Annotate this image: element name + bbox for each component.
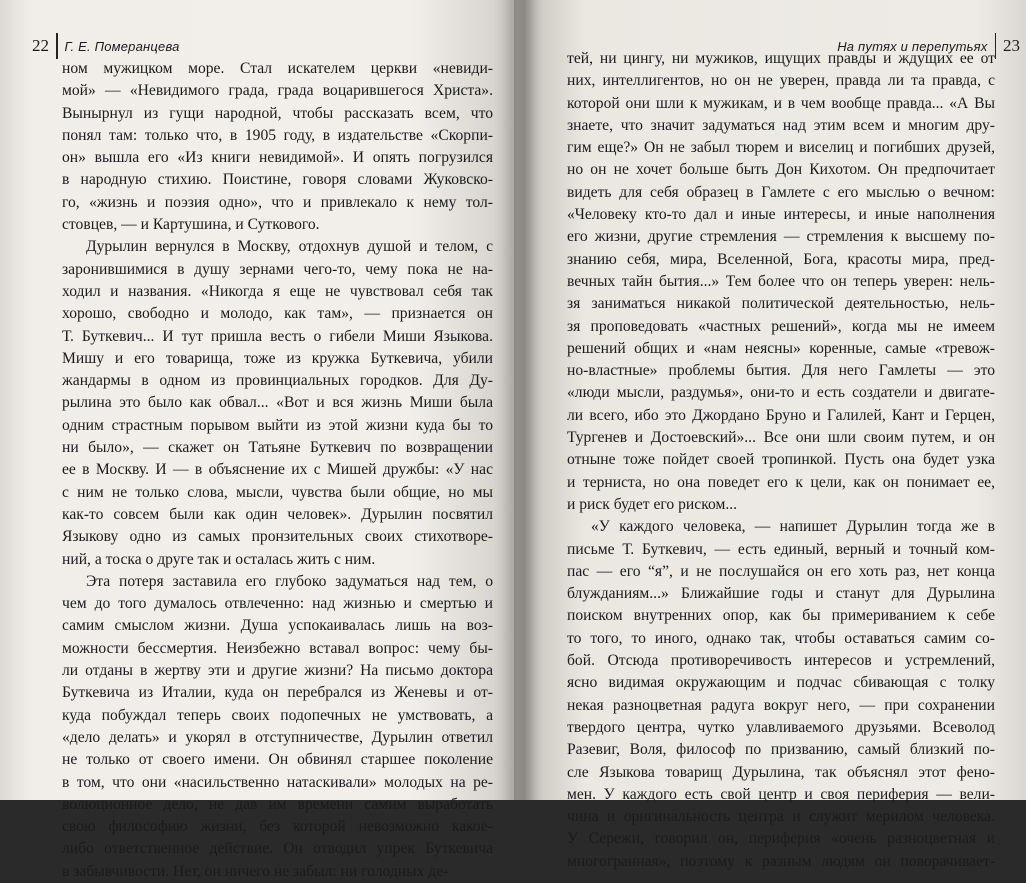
- text-line: «дело делать» и укорял в отступничестве, Дурылин ответил: [62, 728, 493, 746]
- text-line: в народную стихию. Поистине, говоря словами Жуковско-: [62, 171, 493, 189]
- text-line: как-то совсем были как один человек». Дурылин посвятил: [62, 505, 493, 523]
- text-line: можности бессмертия. Неизбежно вставал вопрос: чему бы-: [62, 639, 493, 657]
- text-line: и терниста, но она поведет его к цели, как он понимает ее,: [567, 473, 995, 491]
- text-line: тей, ни цингу, ни мужиков, ищущих правды и ждущих ее от: [567, 50, 995, 67]
- text-line: его жизни, другие стремления — стремления к высшему по-: [567, 228, 995, 246]
- text-line: письме Т. Буткевич, — есть единый, верный и точный ком-: [567, 540, 995, 558]
- text-line: Разевиг, Воля, философ по призванию, самый близкий по-: [567, 741, 995, 759]
- text-line: «люди мысли, раздумья», они-то и есть создатели и двигате-: [567, 384, 995, 402]
- text-line: ни было», — скажет он Татьяне Буткевич по возвращении: [62, 439, 493, 457]
- text-line: понял там: только что, в 1905 году, в издательстве «Скорпи-: [62, 126, 493, 144]
- text-line: знанию себя, мира, Вселенной, Бога, красоты мира, пред-: [567, 250, 995, 268]
- text-line: пас — его “я”, и не послушайся он его хоть раз, нет конца: [567, 562, 995, 580]
- text-line: ли всего, ибо это Джордано Бруно и Галилей, Кант и Герцен,: [567, 406, 995, 424]
- text-line: мой» — «Невидимого града, града воцарившегося Христа».: [62, 82, 493, 100]
- text-line: сле Языкова товарищ Дурылина, так объяснял этот фено-: [567, 763, 995, 781]
- text-line: Вынырнул из гущи народной, чтобы рассказать всем, что: [62, 104, 493, 122]
- text-line: ходил и названия. «Никогда я еще не чувствовал себя так: [62, 282, 493, 300]
- text-line: заронившимися в душу зернами чего-то, чему пока не на-: [62, 260, 493, 278]
- right-running-head: На путях и перепутьях: [837, 38, 988, 54]
- text-line: он» вышла его «Из книги невидимой». И опять погрузился: [62, 149, 493, 167]
- text-line: мен. У каждого есть свой центр и своя периферия — вели-: [567, 785, 995, 803]
- text-line: ясно видимая окружающим и подчас сбивающая с толку: [567, 674, 995, 692]
- left-running-head: Г. Е. Померанцева: [64, 38, 180, 54]
- text-line: них, интеллигентов, но он не уверен, правда ли та правда, с: [567, 72, 995, 90]
- text-line: рылина это было как обвал... «Вот и вся жизнь Миши была: [62, 394, 493, 412]
- text-line: в забывчивости. Нет, он ничего не забыл: ни голодных де-: [62, 862, 449, 880]
- text-line: Языкову одно из самых пронзительных своих стихотворе-: [62, 528, 493, 546]
- text-line: зя проповедовать «частных решений», когда мы не имеем: [567, 317, 995, 335]
- text-line: зя заниматься никакой политической деятельностью, нель-: [567, 295, 995, 313]
- text-line: решений общих и «нам неясны» коренные, самые «тревож-: [567, 339, 995, 357]
- text-line: самим смыслом жизни. Душа успокаивалась лишь на воз-: [62, 617, 493, 635]
- left-page: [0, 0, 514, 880]
- header-divider: [56, 33, 58, 59]
- text-line: то того, то иного, однако так, чтобы оставаться самим со-: [567, 629, 995, 647]
- text-line: хорошо, свободно и молодо, как там», — признается он: [62, 305, 493, 323]
- text-line: знаете, что значит задуматься над этим всем и многим дру-: [567, 116, 995, 134]
- right-page-number: 23: [1003, 36, 1020, 55]
- text-line: куда побуждал теперь своих подопечных не умствовать, а: [62, 706, 493, 724]
- text-line: вечных тайн бытия...» Тем более что он теперь уверен: нель-: [567, 272, 995, 290]
- text-line: У Сережи, говорил он, периферия «очень разноцветная и: [567, 830, 995, 848]
- left-running-header: [32, 33, 180, 59]
- text-line: бой. Отсюда противоречивость интересов и устремлений,: [567, 652, 995, 670]
- left-page-number: 22: [32, 36, 49, 55]
- text-line: одним страстным порывом выйти из этой жизни куда бы то: [62, 416, 493, 434]
- text-line: поиском внутренних опор, как бы примериванием к себе: [567, 607, 995, 625]
- text-line: но-властные» проблемы бытия. Для него Гамлеты — это: [567, 362, 995, 380]
- text-line: Т. Буткевич... И тут пришла весть о гибели Миши Языкова.: [62, 327, 493, 345]
- text-line: ном мужицком море. Стал искателем церкви «невиди-: [62, 60, 493, 77]
- right-page-body: [567, 48, 995, 873]
- text-line: Эта потеря заставила его глубоко задуматься над тем, о: [86, 572, 493, 590]
- text-line: ее в Москву. И — в объяснение их с Мишей дружбы: «У нас: [62, 461, 493, 479]
- text-line: чина и оригинальность центра и служит мерилом человека.: [567, 808, 995, 826]
- text-line: Буткевича из Италии, куда он перебрался из Женевы и от-: [62, 684, 493, 702]
- text-line: волюционное дело, не дав им времени самим выработать: [62, 795, 493, 813]
- left-page-body: [62, 58, 493, 883]
- text-line: «Человеку кто-то дал и иные интересы, и иные наполнения: [567, 206, 995, 224]
- text-line: либо ответственное действие. Он отводил упрек Буткевича: [62, 840, 493, 858]
- text-line: не только от своего имени. Он обвинял старшее поколение: [62, 751, 493, 769]
- text-line: отныне тоже пойдет своей тропинкой. Пусть она будет узка: [567, 451, 995, 469]
- text-line: стовцев, — и Картушина, и Суткового.: [62, 216, 320, 234]
- text-line: но он не хочет больше быть Дон Кихотом. Он предпочитает: [567, 161, 995, 179]
- text-line: чем до того думалось отвлеченно: над жизнью и смертью и: [62, 595, 493, 613]
- text-line: и риск будет его риском...: [567, 495, 738, 513]
- text-line: го, «жизнь и поэзия одно», что и привлекало к нему тол-: [62, 193, 493, 211]
- text-line: Мишу и его товарища, тоже из кружка Буткевича, убили: [62, 349, 493, 367]
- text-line: свою философию жизни, без которой невозможно какое-: [62, 818, 493, 836]
- text-line: некая разноцветная радуга вокруг него, — при сохранении: [567, 696, 995, 714]
- text-line: гим еще?» Он не забыл тюрем и виселиц и погибших друзей,: [567, 139, 995, 157]
- text-line: блужданиям...» Ближайшие годы и станут для Дурылина: [567, 585, 995, 603]
- text-line: в том, что они «насильственно натаскивали» молодых на ре-: [62, 773, 493, 791]
- text-line: ли отданы в жертву эти и другие жизни? На письмо доктора: [62, 662, 493, 680]
- text-line: которой они шли к мужикам, и в чем вообще правда... «А Вы: [567, 94, 995, 112]
- text-line: с ним не только слова, мысли, чувства были общие, но мы: [62, 483, 493, 501]
- text-line: многогранная», поэтому к разным людям он поворачивает-: [567, 852, 995, 870]
- text-line: ний, а тоска о друге так и осталась жить с ним.: [62, 550, 376, 568]
- text-line: Дурылин вернулся в Москву, отдохнув душой и телом, с: [86, 238, 493, 256]
- text-line: видеть для себя образец в Гамлете с его мыслью о вечном:: [567, 183, 995, 201]
- text-line: жандармы в одном из провинциальных городков. Для Ду-: [62, 372, 493, 390]
- text-line: «У каждого человека, — напишет Дурылин тогда же в: [591, 518, 995, 536]
- text-line: Тургенев и Достоевский»... Все они шли своим путем, и он: [567, 429, 995, 447]
- text-line: твердого центра, чутко улавливаемого друзьями. Всеволод: [567, 718, 995, 736]
- book-gutter-shadow: [500, 0, 544, 800]
